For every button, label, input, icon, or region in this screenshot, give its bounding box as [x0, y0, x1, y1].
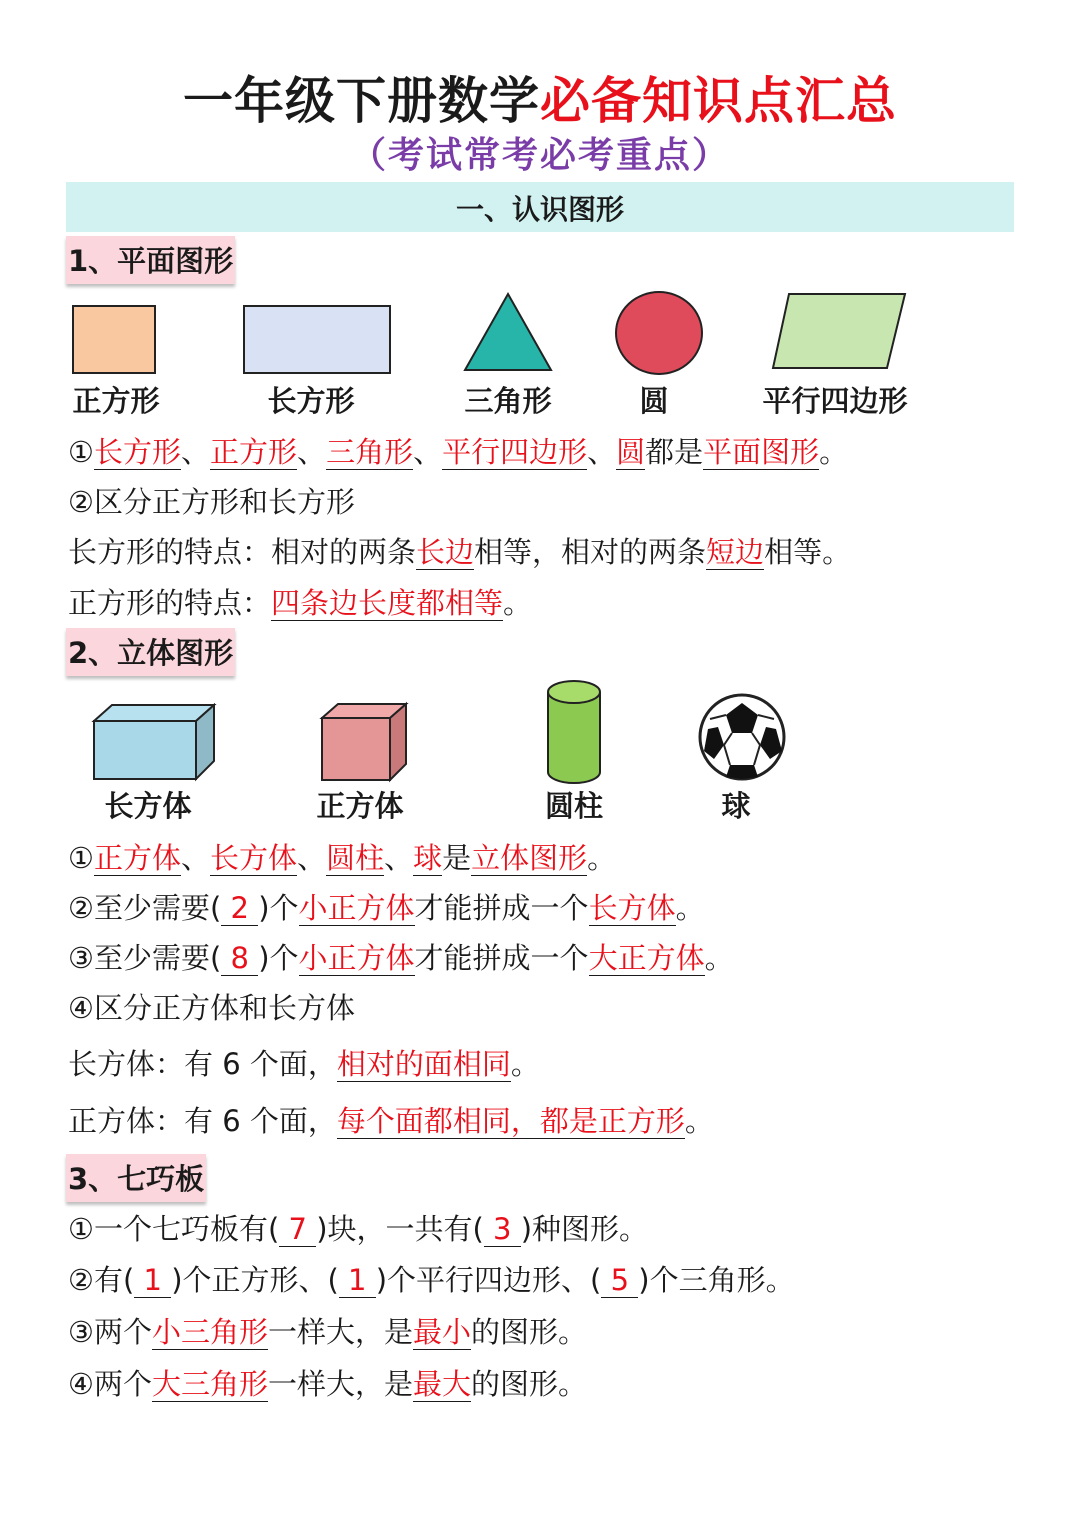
s2-line-5 [68, 1042, 540, 1086]
line-text: 相等，相对的两条 [474, 535, 707, 569]
line-text: ②至少需要( [68, 891, 222, 925]
cuboid-shape [92, 703, 218, 781]
circle-shape [614, 290, 704, 376]
line-text: 的图形。 [471, 1367, 588, 1401]
parallelogram-shape [771, 292, 907, 370]
answer-text: 8 [221, 941, 259, 975]
s1-line-1 [68, 430, 848, 474]
line-text: 。 [510, 1047, 540, 1081]
answer-text: 平面图形 [703, 435, 820, 469]
answer-text: 短边 [706, 535, 765, 569]
line-text: 。 [684, 1104, 714, 1138]
answer-text: 立体图形 [471, 841, 588, 875]
answer-text: 正方体 [94, 841, 182, 875]
answer-text: 大三角形 [152, 1367, 269, 1401]
answer-text: 5 [601, 1263, 639, 1297]
section-heading-plane-shapes: 1、平面图形 [66, 236, 235, 284]
line-text: )种图形。 [520, 1212, 649, 1246]
answer-text: 三角形 [326, 435, 414, 469]
line-text: )个三角形。 [638, 1263, 795, 1297]
s2-line-2 [68, 886, 705, 930]
line-text: 的图形。 [471, 1315, 588, 1349]
line-text: )块，一共有( [316, 1212, 484, 1246]
answer-text: 四条边长度都相等 [271, 586, 504, 620]
line-text: 、 [413, 435, 443, 469]
s2-line-4: ④区分正方体和长方体 [68, 991, 355, 1025]
cube-shape [320, 702, 410, 782]
s2-line-6 [68, 1099, 714, 1143]
line-text: ③至少需要( [68, 941, 222, 975]
answer-text: 长方形 [94, 435, 182, 469]
answer-text: 1 [134, 1263, 172, 1297]
line-text: ②有( [68, 1263, 135, 1297]
line-text: 。 [675, 891, 705, 925]
square-shape [72, 305, 156, 375]
s1-line-2: ②区分正方形和长方形 [68, 485, 355, 519]
answer-text: 1 [338, 1263, 376, 1297]
s1-line-3 [68, 530, 851, 574]
page-title [0, 66, 1080, 136]
label-circle: 圆 [639, 384, 669, 418]
s3-line-3 [68, 1310, 587, 1354]
line-text: )个 [258, 891, 299, 925]
line-text: 是 [442, 841, 472, 875]
label-cuboid: 长方体 [104, 789, 192, 823]
line-text: 都是 [645, 435, 704, 469]
line-text: 、 [384, 841, 414, 875]
line-text: 、 [297, 435, 327, 469]
chapter-banner [66, 182, 1014, 232]
line-text: 。 [819, 435, 849, 469]
line-text: )个 [258, 941, 299, 975]
label-square: 正方形 [72, 384, 160, 418]
label-cube: 正方体 [316, 789, 404, 823]
line-text: 一样大，是 [268, 1315, 414, 1349]
line-text: 。 [503, 586, 533, 620]
line-text: 一样大，是 [268, 1367, 414, 1401]
line-text: 长方形的特点：相对的两条 [68, 535, 417, 569]
s2-line-3 [68, 936, 734, 980]
title-black: 一年级下册数学 [183, 72, 540, 130]
answer-text: 2 [221, 891, 259, 925]
answer-text: 3 [483, 1212, 521, 1246]
section-heading-tangram: 3、七巧板 [66, 1154, 206, 1202]
line-text: ④两个 [68, 1367, 152, 1401]
answer-text: 球 [413, 841, 443, 875]
answer-text: 小正方体 [298, 941, 415, 975]
answer-text: 正方形 [210, 435, 298, 469]
line-text: 才能拼成一个 [414, 941, 589, 975]
answer-text: 最大 [413, 1367, 472, 1401]
label-triangle: 三角形 [464, 384, 552, 418]
line-text: 正方体：有 6 个面， [68, 1104, 337, 1138]
answer-text: 相对的面相同 [336, 1047, 511, 1081]
answer-text: 长方体 [210, 841, 298, 875]
s3-line-4 [68, 1362, 587, 1406]
s1-line-4 [68, 581, 532, 625]
s2-line-1 [68, 836, 616, 880]
line-text: )个正方形、( [171, 1263, 339, 1297]
triangle-shape [463, 292, 553, 372]
chapter-banner-text: 一、认识图形 [455, 193, 624, 226]
line-text: 、 [297, 841, 327, 875]
line-text: 长方体：有 6 个面， [68, 1047, 337, 1081]
answer-text: 长边 [416, 535, 475, 569]
ball-shape [698, 693, 786, 781]
answer-text: 小三角形 [152, 1315, 269, 1349]
page-subtitle: （考试常考必考重点） [349, 135, 730, 176]
line-text: ③两个 [68, 1315, 152, 1349]
answer-text: 圆柱 [326, 841, 385, 875]
answer-text: 平行四边形 [442, 435, 588, 469]
answer-text: 小正方体 [298, 891, 415, 925]
label-rectangle: 长方形 [267, 384, 355, 418]
answer-text: 圆 [616, 435, 646, 469]
answer-text: 最小 [413, 1315, 472, 1349]
line-text: 相等。 [764, 535, 852, 569]
line-text: 、 [181, 841, 211, 875]
line-text: 、 [181, 435, 211, 469]
line-text: ① [68, 841, 94, 875]
line-text: )个平行四边形、( [375, 1263, 602, 1297]
line-text: 。 [704, 941, 734, 975]
s3-line-1 [68, 1207, 648, 1251]
label-parallelogram: 平行四边形 [762, 384, 908, 418]
cylinder-shape [546, 678, 602, 786]
answer-text: 7 [279, 1212, 317, 1246]
rectangle-shape [243, 305, 391, 375]
label-ball: 球 [721, 789, 751, 823]
line-text: 。 [587, 841, 617, 875]
label-cylinder: 圆柱 [544, 789, 603, 823]
answer-text: 长方体 [588, 891, 676, 925]
line-text: 正方形的特点： [68, 586, 272, 620]
line-text: 才能拼成一个 [414, 891, 589, 925]
line-text: ①一个七巧板有( [68, 1212, 280, 1246]
line-text: ① [68, 435, 94, 469]
title-red: 必备知识点汇总 [540, 72, 897, 130]
answer-text: 每个面都相同，都是正方形 [336, 1104, 685, 1138]
answer-text: 大正方体 [588, 941, 705, 975]
line-text: 、 [587, 435, 617, 469]
section-heading-solid-shapes: 2、立体图形 [66, 628, 235, 676]
s3-line-2 [68, 1258, 795, 1302]
